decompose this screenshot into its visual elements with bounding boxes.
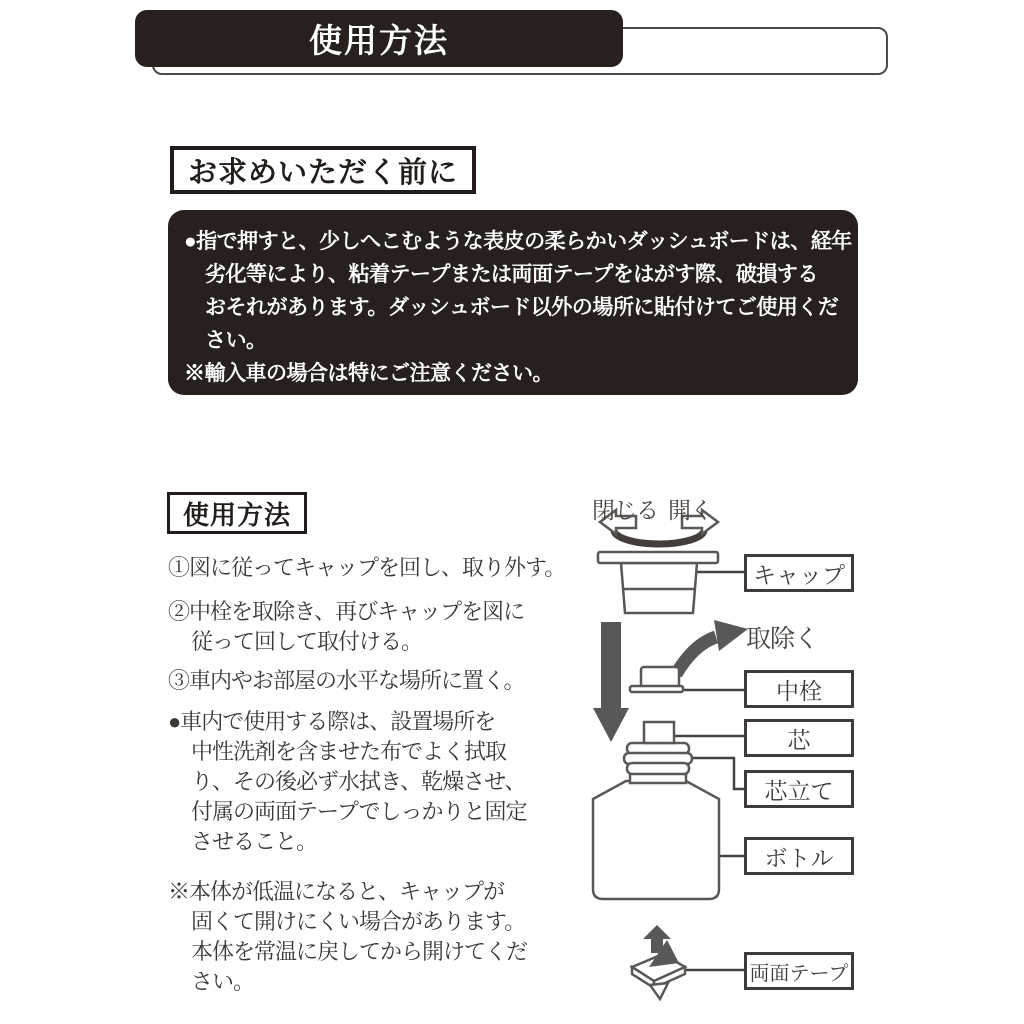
step-line: ③車内やお部屋の水平な場所に置く。 bbox=[168, 668, 525, 693]
label-box-wick bbox=[744, 719, 854, 757]
label-box-tape bbox=[744, 952, 854, 990]
label-text: 芯 bbox=[787, 726, 811, 753]
label-box-cap bbox=[744, 554, 854, 592]
step-line: ①図に従ってキャップを回し、取り外す。 bbox=[168, 555, 566, 580]
label-text: キャップ bbox=[753, 561, 845, 588]
warning-line: さい。 bbox=[205, 329, 267, 352]
usage-note-car bbox=[168, 707, 527, 857]
rotate-close-label: 閉じる bbox=[592, 497, 658, 523]
label-box-wick-stand bbox=[744, 770, 854, 808]
down-arrow-icon bbox=[593, 622, 629, 742]
step-line: ②中栓を取除き、再びキャップを図に bbox=[168, 599, 525, 624]
warning-line: おそれがあります。ダッシュボード以外の場所に貼付けてご使用くだ bbox=[205, 296, 839, 319]
step-line: 従って回して取付ける。 bbox=[191, 629, 423, 654]
usage-note-cold bbox=[168, 877, 527, 997]
step-line: 中性洗剤を含ませた布でよく拭取 bbox=[191, 739, 507, 764]
step-line: させること。 bbox=[191, 829, 318, 854]
label-text: ボトル bbox=[764, 844, 834, 871]
label-box-inner-plug bbox=[744, 670, 854, 708]
warning-line: 劣化等により、粘着テープまたは両面テープをはがす際、破損する bbox=[205, 263, 818, 286]
step-line: さい。 bbox=[191, 969, 255, 994]
page-title-text: 使用方法 bbox=[309, 22, 449, 59]
remove-arrow-icon bbox=[676, 620, 748, 674]
wick-shape bbox=[644, 722, 674, 743]
warning-line: ※輸入車の場合は特にご注意ください。 bbox=[184, 362, 553, 385]
usage-step-2 bbox=[168, 597, 524, 657]
warning-box bbox=[168, 210, 858, 395]
bottle-shape bbox=[593, 781, 719, 899]
page-title bbox=[135, 10, 623, 67]
step-line: り、その後必ず水拭き、乾燥させ、 bbox=[191, 769, 526, 794]
step-line: ●車内で使用する際は、設置場所を bbox=[168, 709, 496, 734]
rotate-open-label: 開く bbox=[668, 497, 712, 523]
warning-line: ●指で押すと、少しへこむような表皮の柔らかいダッシュボードは、経年 bbox=[184, 230, 852, 253]
label-text: 芯立て bbox=[764, 777, 834, 804]
inner-plug-shape bbox=[630, 667, 683, 692]
bottle-neck-shape bbox=[624, 743, 692, 783]
label-text: 両面テープ bbox=[749, 962, 849, 985]
usage-step-3 bbox=[168, 666, 525, 696]
cap-shape bbox=[598, 552, 718, 613]
usage-heading-text: 使用方法 bbox=[183, 499, 292, 530]
label-box-bottle bbox=[744, 837, 854, 875]
usage-step-1 bbox=[168, 553, 565, 583]
step-line: 本体を常温に戻してから開けてくだ bbox=[191, 939, 528, 964]
notice-section-heading bbox=[170, 146, 476, 194]
step-line: 固くて開けにくい場合があります。 bbox=[191, 909, 526, 934]
usage-section-heading bbox=[167, 492, 307, 534]
step-line: ※本体が低温になると、キャップが bbox=[168, 879, 505, 904]
remove-label: 取除く bbox=[746, 625, 819, 653]
step-line: 付属の両面テープでしっかりと固定 bbox=[191, 799, 527, 824]
notice-heading-text: お求めいただく前に bbox=[188, 156, 459, 189]
label-text: 中栓 bbox=[776, 677, 822, 704]
